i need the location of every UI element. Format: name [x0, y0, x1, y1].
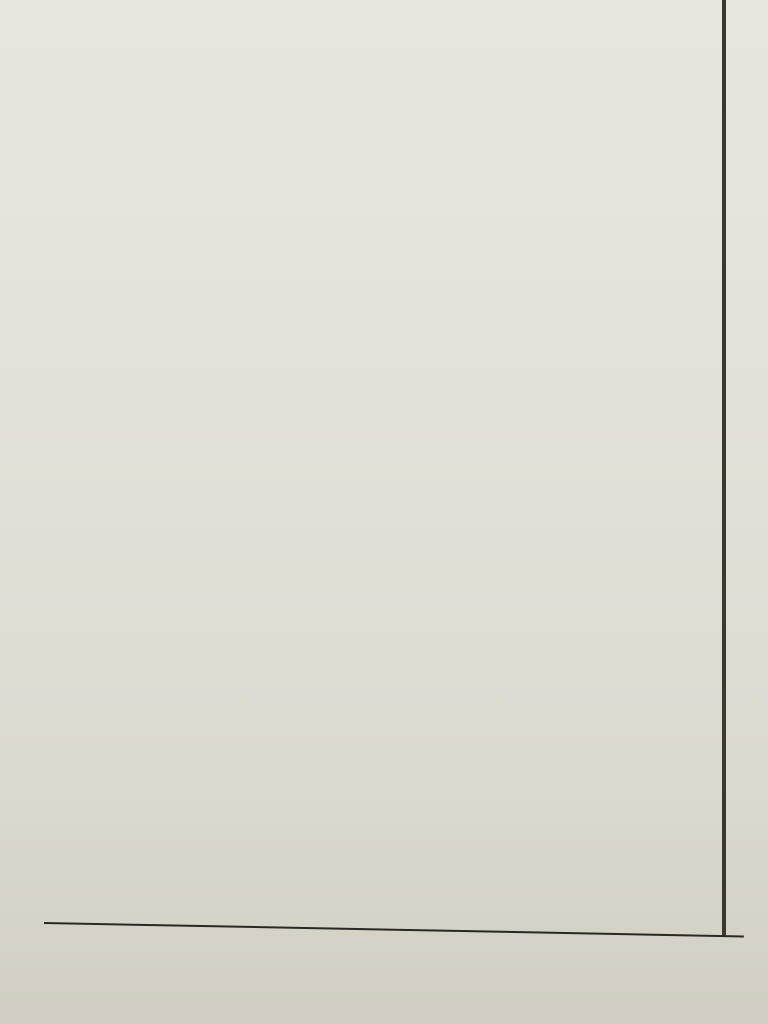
- footer-rule: [44, 922, 744, 937]
- publisher-footer: [44, 922, 768, 950]
- footer-line-5: [56, 936, 768, 950]
- footer-line-3: [44, 930, 768, 944]
- footer-line-2: [44, 930, 768, 944]
- footer-line-1: [44, 930, 768, 944]
- page-edge-rule: [722, 0, 726, 936]
